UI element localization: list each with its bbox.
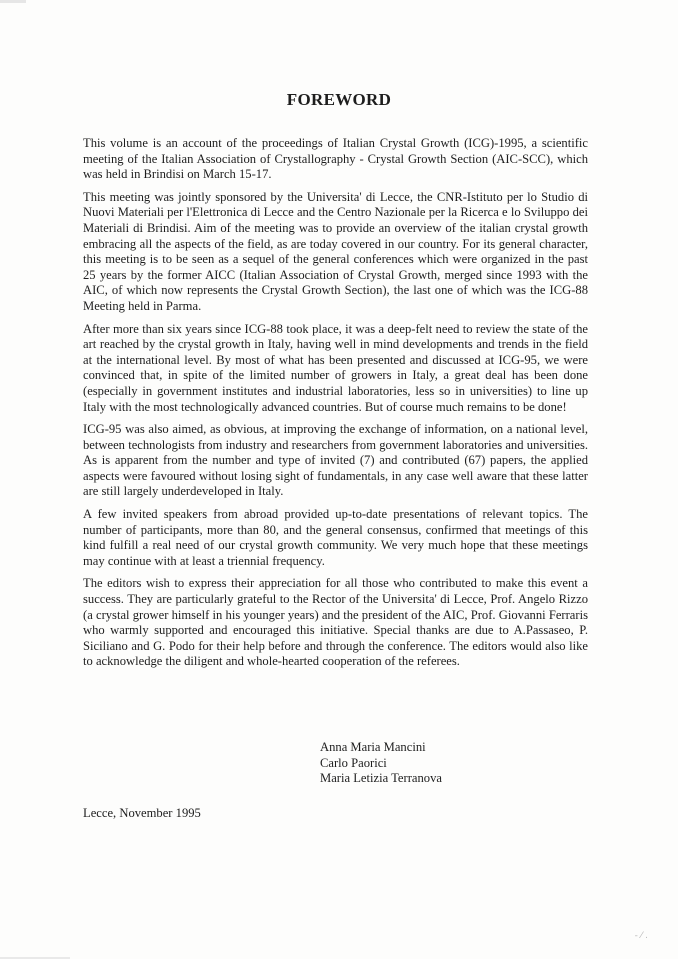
foreword-body bbox=[83, 136, 588, 677]
paragraph-5: A few invited speakers from abroad provided up-to-date presentations of relevant topics. The number of participants, more than 80, and the general consensus, confirmed that meetings of this kind fulfill a real need of our crystal growth community. We very much hope that these meetings may continue with at least a triennial frequency. bbox=[83, 507, 588, 568]
editor-signatures bbox=[320, 740, 442, 787]
page-title: FOREWORD bbox=[286, 90, 392, 109]
signature-editor-1: Anna Maria Mancini bbox=[320, 740, 426, 754]
paragraph-2: This meeting was jointly sponsored by the Universita' di Lecce, the CNR-Istituto per lo Studio di Nuovi Materiali per l'Elettronica di Lecce and the Centro Nazionale per la Ricerca e lo Sviluppo dei Materiali di Brindisi. Aim of the meeting was to provide an overview of the italian crystal growth embracing all the aspects of the field, as are today covered in our country. For its general character, this meeting is to be seen as a sequel of the general conferences which were organized in the past 25 years by the former AICC (Italian Association of Crystal Growth, merged since 1993 with the AIC, of which now represents the Crystal Growth Section), the last one of which was the ICG-88 Meeting held in Parma. bbox=[83, 189, 588, 313]
paragraph-4: ICG-95 was also aimed, as obvious, at improving the exchange of information, on a national level, between technologists from industry and researchers from government laboratories and universities. As is apparent from the number and type of invited (7) and contributed (67) papers, the applied aspects were favoured without losing sight of fundamentals, in any case well aware that these latter are still largely underdeveloped in Italy. bbox=[83, 422, 588, 499]
signature-editor-2: Carlo Paorici bbox=[320, 755, 387, 770]
scan-edge-mark-top bbox=[0, 0, 26, 3]
place-and-date: Lecce, November 1995 bbox=[83, 806, 201, 820]
signature-editor-3: Maria Letizia Terranova bbox=[320, 771, 442, 786]
paragraph-3: After more than six years since ICG-88 took place, it was a deep-felt need to review the state of the art reached by the crystal growth in Italy, having well in mind developments and trends in the field at the international level. By most of what has been presented and discussed at ICG-95, we were convinced that, in spite of the limited number of growers in Italy, a great deal has been done (especially in government institutes and industrial laboratories, less so in universities) to line up Italy with the most technologically advanced countries. But of course much remains to be done! bbox=[83, 321, 588, 414]
paragraph-6: The editors wish to express their appreciation for all those who contributed to make this event a success. They are particularly grateful to the Rector of the Universita' di Lecce, Prof. Angelo Rizzo (a crystal grower himself in his younger years) and the president of the AIC, Prof. Giovanni Ferraris who warmly supported and encouraged this initiative. Special thanks are due to A.Passaseo, P. Siciliano and G. Podo for their help before and through the conference. The editors would also like to acknowledge the diligent and whole-hearted cooperation of the referees. bbox=[83, 576, 588, 669]
paragraph-1: This volume is an account of the proceedings of Italian Crystal Growth (ICG)-1995, a scientific meeting of the Italian Association of Crystallography - Crystal Growth Section (AIC-SCC), which was held in Brindisi on March 15-17. bbox=[83, 136, 588, 182]
scan-speck-mark: - ⁄ . bbox=[634, 931, 648, 941]
